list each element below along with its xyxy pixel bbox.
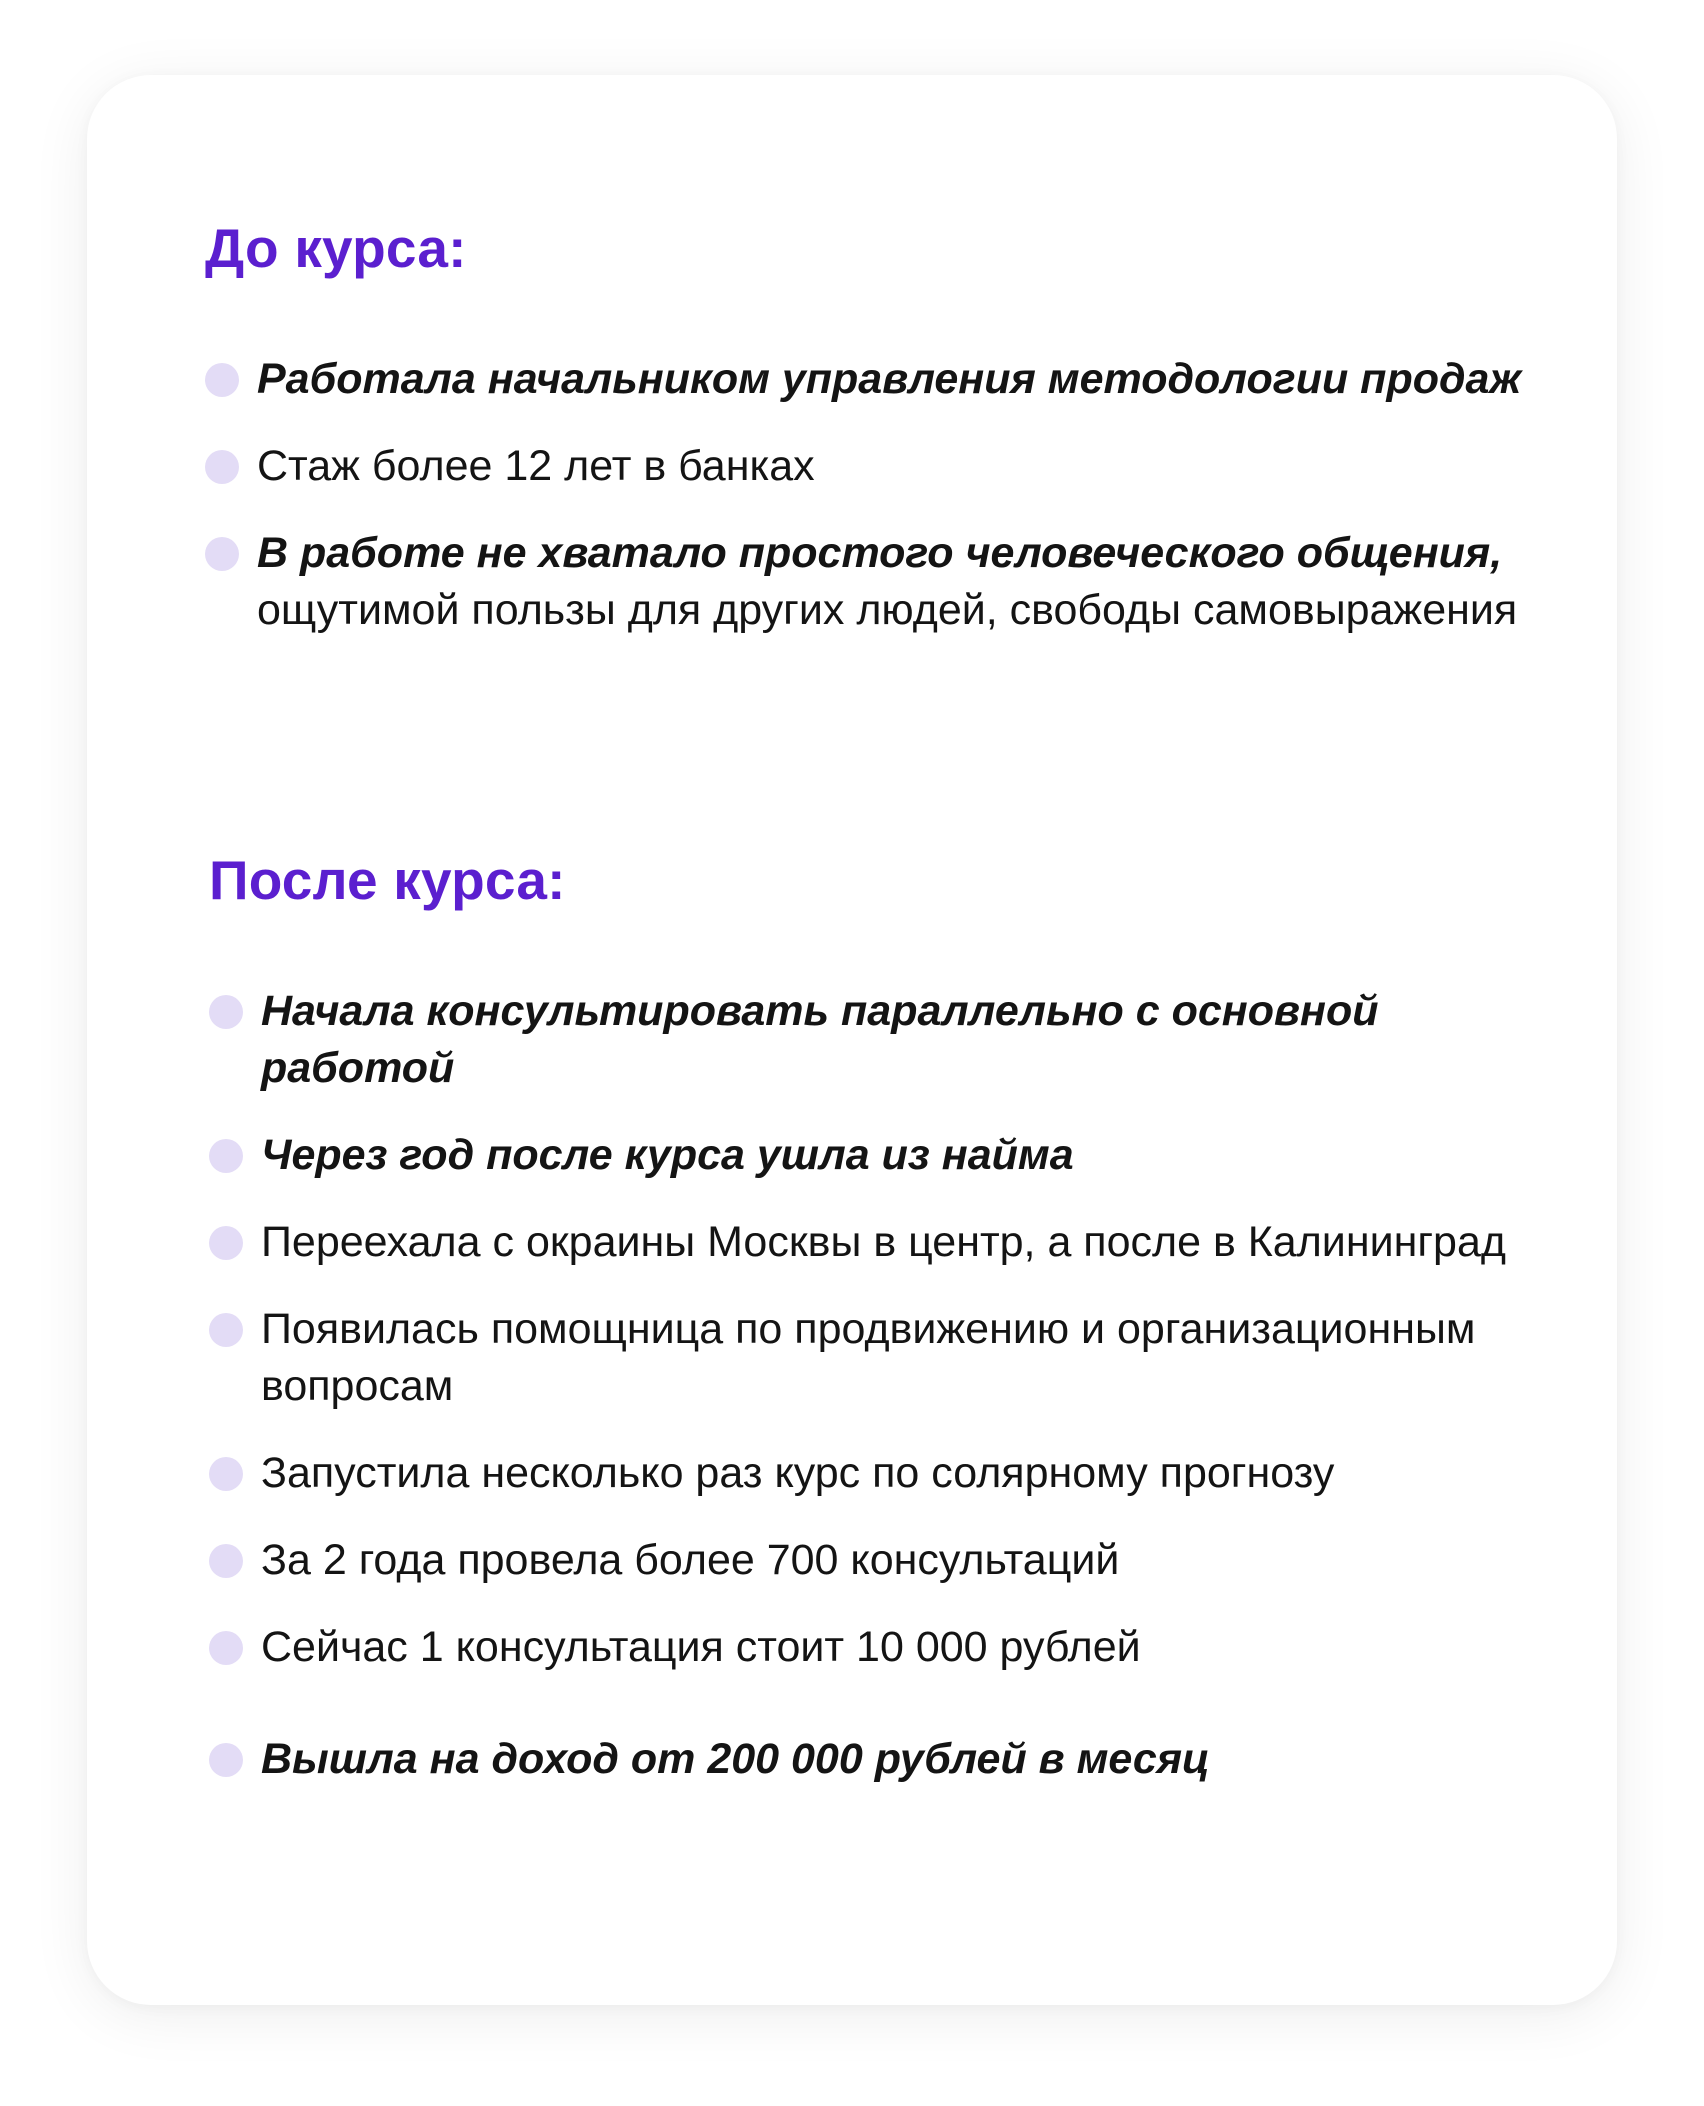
after-course-section [209,847,1529,1818]
before-course-list [205,351,1525,639]
list-item [209,1731,1529,1788]
item-emphasis: Работала начальником управления методологии продаж [257,355,1522,403]
item-text: За 2 года провела более 700 консультаций [261,1536,1120,1584]
list-item [209,983,1529,1097]
item-text: Переехала с окраины Москвы в центр, а после в Калининград [261,1218,1506,1266]
bullet-dot-icon [209,1139,243,1173]
item-emphasis: Начала консультировать параллельно с основной работой [261,987,1379,1092]
item-text: ощутимой пользы для других людей, свободы самовыражения [257,586,1518,634]
bullet-dot-icon [205,537,239,571]
list-item [209,1445,1529,1502]
item-text: Запустила несколько раз курс по солярному прогнозу [261,1449,1335,1497]
after-course-list [209,983,1529,1788]
after-course-title: После курса: [209,849,566,911]
bullet-dot-icon [209,995,243,1029]
item-emphasis: Через год после курса ушла из найма [261,1131,1074,1179]
list-item [209,1532,1529,1589]
list-item [205,438,1525,495]
list-item [209,1127,1529,1184]
item-text: Стаж более 12 лет в банках [257,442,815,490]
before-course-section [205,215,1525,669]
before-course-title: До курса: [205,217,467,279]
card [87,75,1617,2005]
bullet-dot-icon [205,450,239,484]
item-emphasis: Вышла на доход от 200 000 рублей в месяц [261,1735,1210,1783]
list-item [209,1214,1529,1271]
list-item [209,1301,1529,1415]
bullet-dot-icon [209,1743,243,1777]
list-item [205,351,1525,408]
item-text: Сейчас 1 консультация стоит 10 000 рублей [261,1623,1141,1671]
bullet-dot-icon [209,1544,243,1578]
bullet-dot-icon [209,1457,243,1491]
bullet-dot-icon [209,1313,243,1347]
item-text: Появилась помощница по продвижению и организационным вопросам [261,1305,1476,1410]
item-emphasis: В работе не хватало простого человеческого общения, [257,529,1503,577]
list-item [205,525,1525,639]
bullet-dot-icon [209,1226,243,1260]
bullet-dot-icon [205,363,239,397]
bullet-dot-icon [209,1631,243,1665]
list-item [209,1619,1529,1676]
